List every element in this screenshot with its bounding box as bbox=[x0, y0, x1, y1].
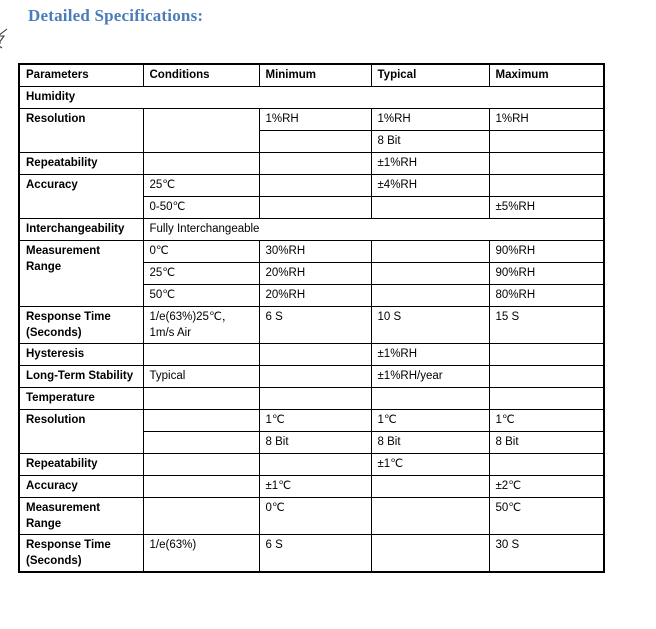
table-cell: 0-50℃ bbox=[143, 197, 259, 219]
row-long-term-stability bbox=[19, 366, 604, 388]
table-cell: 0℃ bbox=[259, 498, 371, 535]
page-title: Detailed Specifications: bbox=[28, 6, 204, 25]
table-cell: 1℃ bbox=[259, 410, 371, 432]
table-cell: 8 Bit bbox=[259, 432, 371, 454]
table-cell: 25℃ bbox=[143, 263, 259, 285]
table-cell bbox=[259, 153, 371, 175]
row-humidity-accuracy-1 bbox=[19, 175, 604, 197]
table-cell: 1/e(63%)25℃，1m/s Air bbox=[143, 307, 259, 344]
row-temp-repeatability bbox=[19, 454, 604, 476]
table-cell: 1℃ bbox=[371, 410, 489, 432]
row-label-repeatability: Repeatability bbox=[19, 454, 143, 476]
table-cell: ±1℃ bbox=[371, 454, 489, 476]
table-cell bbox=[371, 285, 489, 307]
table-cell: 0℃ bbox=[143, 241, 259, 263]
table-cell bbox=[371, 197, 489, 219]
table-cell bbox=[143, 344, 259, 366]
row-humidity-repeatability bbox=[19, 153, 604, 175]
table-cell bbox=[259, 344, 371, 366]
table-cell bbox=[143, 498, 259, 535]
table-cell bbox=[371, 535, 489, 573]
row-humidity-response-time bbox=[19, 307, 604, 344]
row-label-interchangeability: Interchangeability bbox=[19, 219, 143, 241]
table-cell bbox=[371, 476, 489, 498]
row-temperature-section bbox=[19, 388, 604, 410]
table-cell: 30%RH bbox=[259, 241, 371, 263]
table-cell bbox=[489, 153, 604, 175]
table-cell: 1%RH bbox=[259, 109, 371, 131]
table-cell bbox=[143, 454, 259, 476]
row-humidity-range-1 bbox=[19, 241, 604, 263]
cursor-scribble-icon bbox=[0, 28, 12, 50]
table-cell: Fully Interchangeable bbox=[143, 219, 604, 241]
table-cell: 1℃ bbox=[489, 410, 604, 432]
table-cell bbox=[259, 454, 371, 476]
table-cell: 80%RH bbox=[489, 285, 604, 307]
table-cell bbox=[489, 175, 604, 197]
table-cell bbox=[143, 388, 259, 410]
row-label-measurement-range: Measurement Range bbox=[19, 241, 143, 307]
row-label-accuracy: Accuracy bbox=[19, 476, 143, 498]
table-cell: ±2℃ bbox=[489, 476, 604, 498]
table-cell bbox=[143, 410, 259, 432]
row-temp-accuracy bbox=[19, 476, 604, 498]
table-cell: ±4%RH bbox=[371, 175, 489, 197]
row-label-resolution: Resolution bbox=[19, 109, 143, 153]
table-cell bbox=[489, 366, 604, 388]
table-cell: 90%RH bbox=[489, 241, 604, 263]
row-label-hysteresis: Hysteresis bbox=[19, 344, 143, 366]
table-cell: ±5%RH bbox=[489, 197, 604, 219]
section-label-humidity: Humidity bbox=[19, 87, 604, 109]
table-cell: Typical bbox=[143, 366, 259, 388]
row-temp-resolution-1 bbox=[19, 410, 604, 432]
table-cell: 6 S bbox=[259, 307, 371, 344]
table-cell: 25℃ bbox=[143, 175, 259, 197]
column-header-conditions: Conditions bbox=[143, 64, 259, 87]
table-cell: ±1%RH/year bbox=[371, 366, 489, 388]
table-cell: ±1%RH bbox=[371, 344, 489, 366]
table-cell: 8 Bit bbox=[371, 432, 489, 454]
column-header-typical: Typical bbox=[371, 64, 489, 87]
table-cell bbox=[143, 153, 259, 175]
table-cell bbox=[489, 388, 604, 410]
table-cell: 10 S bbox=[371, 307, 489, 344]
table-cell: 20%RH bbox=[259, 285, 371, 307]
table-cell bbox=[489, 454, 604, 476]
column-header-maximum: Maximum bbox=[489, 64, 604, 87]
specifications-table-container bbox=[18, 63, 605, 573]
table-cell bbox=[371, 498, 489, 535]
table-cell bbox=[259, 175, 371, 197]
row-humidity-section bbox=[19, 87, 604, 109]
table-cell: 6 S bbox=[259, 535, 371, 573]
table-cell bbox=[259, 197, 371, 219]
table-cell bbox=[371, 263, 489, 285]
row-hysteresis bbox=[19, 344, 604, 366]
table-cell bbox=[489, 344, 604, 366]
table-cell: 15 S bbox=[489, 307, 604, 344]
table-cell: 1%RH bbox=[489, 109, 604, 131]
row-label-accuracy: Accuracy bbox=[19, 175, 143, 219]
table-cell: 1%RH bbox=[371, 109, 489, 131]
table-cell: 90%RH bbox=[489, 263, 604, 285]
table-cell: ±1%RH bbox=[371, 153, 489, 175]
row-humidity-resolution-1 bbox=[19, 109, 604, 131]
row-label-response-time: Response Time (Seconds) bbox=[19, 307, 143, 344]
table-cell: 20%RH bbox=[259, 263, 371, 285]
row-interchangeability bbox=[19, 219, 604, 241]
table-cell bbox=[259, 131, 371, 153]
table-cell bbox=[259, 366, 371, 388]
row-label-response-time: Response Time (Seconds) bbox=[19, 535, 143, 573]
row-label-long-term-stability: Long-Term Stability bbox=[19, 366, 143, 388]
table-cell: 8 Bit bbox=[489, 432, 604, 454]
section-label-temperature: Temperature bbox=[19, 388, 143, 410]
table-cell: ±1℃ bbox=[259, 476, 371, 498]
table-cell: 50℃ bbox=[143, 285, 259, 307]
row-label-resolution: Resolution bbox=[19, 410, 143, 454]
table-cell: 1/e(63%) bbox=[143, 535, 259, 573]
table-cell: 30 S bbox=[489, 535, 604, 573]
row-label-repeatability: Repeatability bbox=[19, 153, 143, 175]
table-cell bbox=[143, 476, 259, 498]
table-cell: 8 Bit bbox=[371, 131, 489, 153]
row-temp-response-time bbox=[19, 535, 604, 573]
table-cell bbox=[143, 109, 259, 153]
table-cell bbox=[259, 388, 371, 410]
row-label-measurement-range: Measurement Range bbox=[19, 498, 143, 535]
column-header-parameters: Parameters bbox=[19, 64, 143, 87]
table-cell bbox=[143, 432, 259, 454]
table-cell bbox=[371, 388, 489, 410]
row-temp-range bbox=[19, 498, 604, 535]
table-cell bbox=[371, 241, 489, 263]
header-row bbox=[19, 64, 604, 87]
table-cell: 50℃ bbox=[489, 498, 604, 535]
table-cell bbox=[489, 131, 604, 153]
column-header-minimum: Minimum bbox=[259, 64, 371, 87]
specifications-table bbox=[18, 63, 605, 573]
